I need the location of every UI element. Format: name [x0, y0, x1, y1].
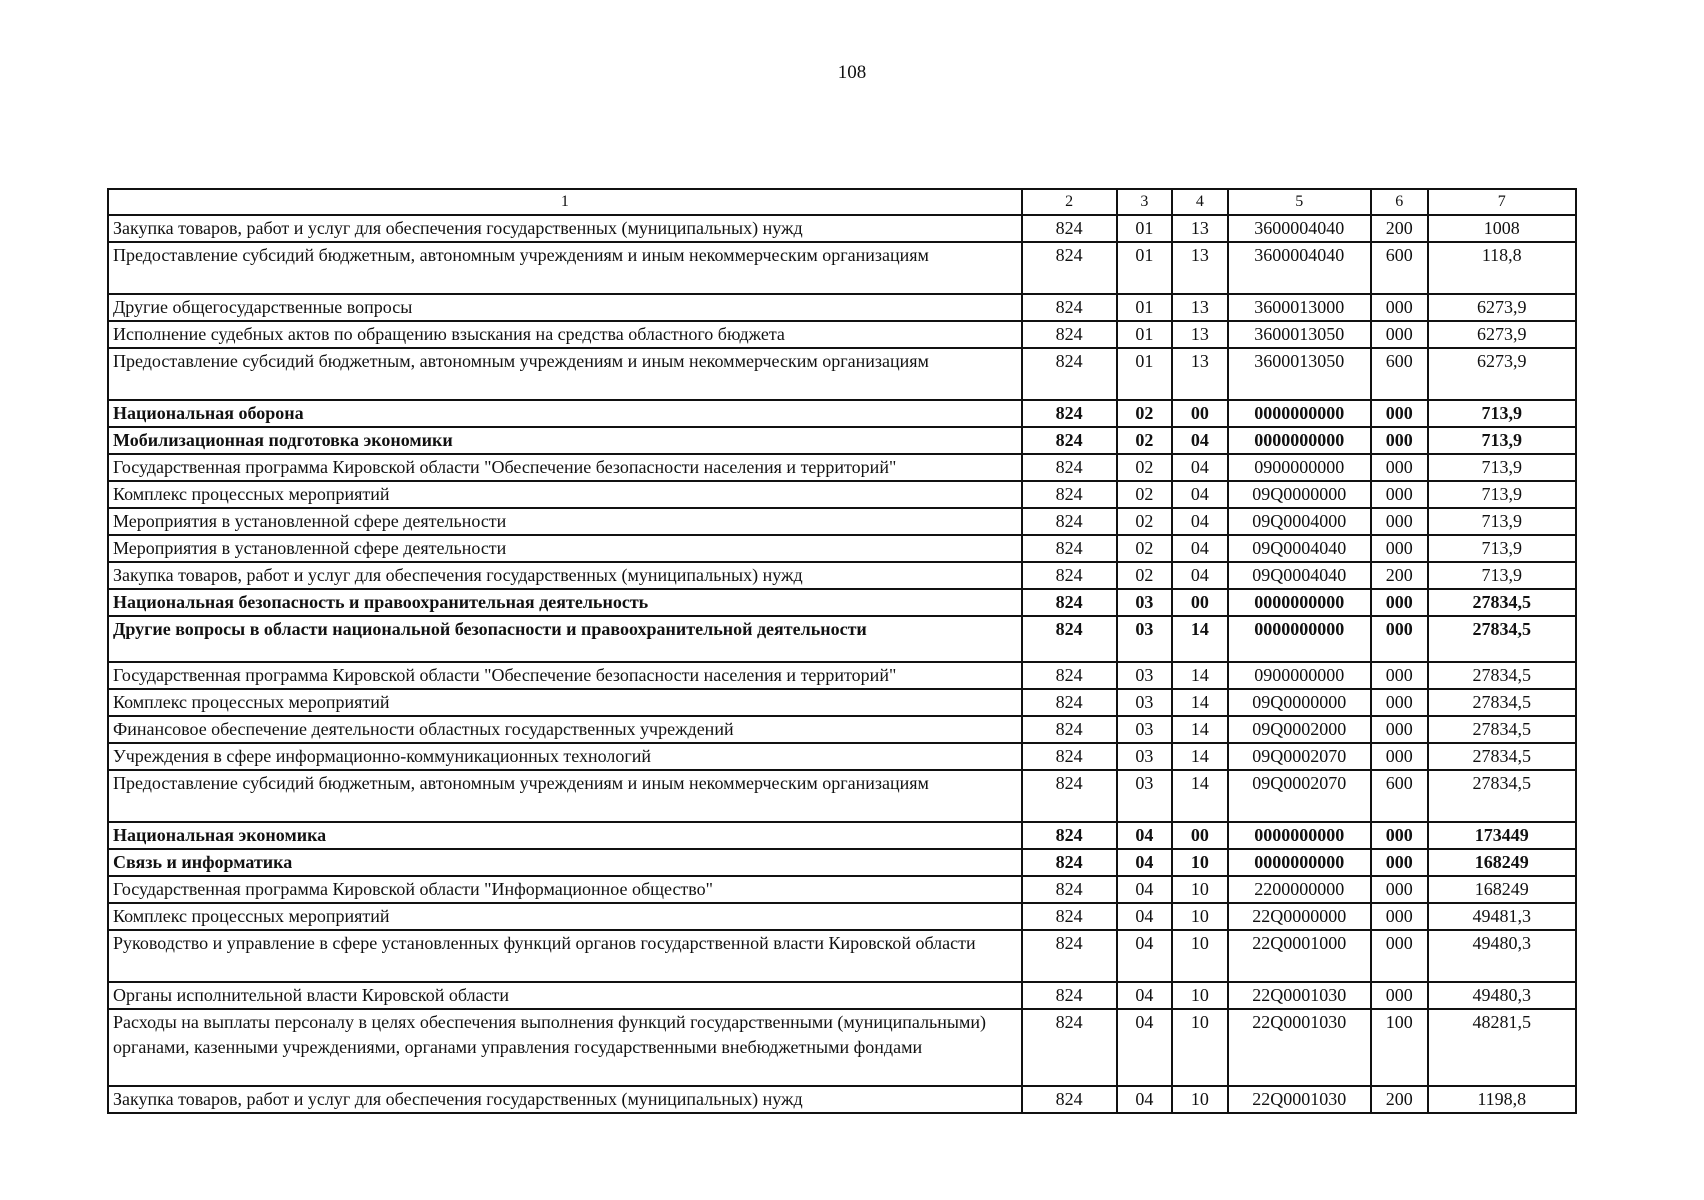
column-header: 2	[1022, 189, 1117, 215]
section-cell: 04	[1117, 903, 1173, 930]
budget-table	[107, 188, 1577, 1114]
expense-type-cell: 600	[1371, 242, 1428, 294]
expense-type-cell: 600	[1371, 348, 1428, 400]
page-number: 108	[837, 62, 867, 83]
expense-type-cell: 000	[1371, 400, 1428, 427]
section-cell: 02	[1117, 481, 1173, 508]
table-row	[108, 348, 1576, 400]
target-article-cell: 3600013000	[1228, 294, 1371, 321]
target-article-cell: 09Q0000000	[1228, 689, 1371, 716]
target-article-cell: 22Q0001000	[1228, 930, 1371, 982]
target-article-cell: 3600004040	[1228, 215, 1371, 242]
table-row	[108, 321, 1576, 348]
row-name-cell: Финансовое обеспечение деятельности областных государственных учреждений	[108, 716, 1022, 743]
amount-cell: 713,9	[1428, 427, 1576, 454]
amount-cell: 1198,8	[1428, 1086, 1576, 1113]
target-article-cell: 09Q0002070	[1228, 743, 1371, 770]
section-cell: 03	[1117, 770, 1173, 822]
row-name-cell: Закупка товаров, работ и услуг для обеспечения государственных (муниципальных) нужд	[108, 562, 1022, 589]
expense-type-cell: 000	[1371, 427, 1428, 454]
subsection-cell: 04	[1172, 508, 1228, 535]
ministry-code-cell: 824	[1022, 982, 1117, 1009]
expense-type-cell: 000	[1371, 508, 1428, 535]
expense-type-cell: 000	[1371, 743, 1428, 770]
subsection-cell: 10	[1172, 849, 1228, 876]
ministry-code-cell: 824	[1022, 427, 1117, 454]
ministry-code-cell: 824	[1022, 562, 1117, 589]
subsection-cell: 04	[1172, 427, 1228, 454]
expense-type-cell: 200	[1371, 215, 1428, 242]
column-header: 7	[1428, 189, 1576, 215]
expense-type-cell: 000	[1371, 321, 1428, 348]
table-row	[108, 876, 1576, 903]
table-row	[108, 427, 1576, 454]
target-article-cell: 0000000000	[1228, 589, 1371, 616]
subsection-cell: 04	[1172, 562, 1228, 589]
row-name-cell: Исполнение судебных актов по обращению взыскания на средства областного бюджета	[108, 321, 1022, 348]
expense-type-cell: 000	[1371, 903, 1428, 930]
amount-cell: 6273,9	[1428, 294, 1576, 321]
section-cell: 01	[1117, 321, 1173, 348]
table-row	[108, 242, 1576, 294]
row-name-cell: Национальная экономика	[108, 822, 1022, 849]
amount-cell: 48281,5	[1428, 1009, 1576, 1086]
row-name-cell: Руководство и управление в сфере установленных функций органов государственной власти Кировской области	[108, 930, 1022, 982]
subsection-cell: 00	[1172, 822, 1228, 849]
subsection-cell: 10	[1172, 1009, 1228, 1086]
expense-type-cell: 200	[1371, 562, 1428, 589]
section-cell: 04	[1117, 982, 1173, 1009]
subsection-cell: 00	[1172, 589, 1228, 616]
table-row	[108, 903, 1576, 930]
table-header-row	[108, 189, 1576, 215]
amount-cell: 6273,9	[1428, 321, 1576, 348]
row-name-cell: Государственная программа Кировской области "Информационное общество"	[108, 876, 1022, 903]
amount-cell: 168249	[1428, 876, 1576, 903]
amount-cell: 49481,3	[1428, 903, 1576, 930]
expense-type-cell: 000	[1371, 294, 1428, 321]
subsection-cell: 13	[1172, 321, 1228, 348]
table-row	[108, 535, 1576, 562]
ministry-code-cell: 824	[1022, 508, 1117, 535]
table-row	[108, 662, 1576, 689]
section-cell: 02	[1117, 400, 1173, 427]
table-row	[108, 982, 1576, 1009]
ministry-code-cell: 824	[1022, 662, 1117, 689]
subsection-cell: 13	[1172, 215, 1228, 242]
subsection-cell: 13	[1172, 242, 1228, 294]
table-row	[108, 770, 1576, 822]
table-row	[108, 294, 1576, 321]
target-article-cell: 0000000000	[1228, 822, 1371, 849]
table-row	[108, 1086, 1576, 1113]
subsection-cell: 10	[1172, 876, 1228, 903]
target-article-cell: 09Q0004040	[1228, 535, 1371, 562]
amount-cell: 168249	[1428, 849, 1576, 876]
column-header: 3	[1117, 189, 1173, 215]
ministry-code-cell: 824	[1022, 454, 1117, 481]
ministry-code-cell: 824	[1022, 481, 1117, 508]
table-row	[108, 1009, 1576, 1086]
amount-cell: 713,9	[1428, 508, 1576, 535]
table-row	[108, 215, 1576, 242]
amount-cell: 27834,5	[1428, 662, 1576, 689]
subsection-cell: 14	[1172, 662, 1228, 689]
target-article-cell: 0900000000	[1228, 454, 1371, 481]
section-cell: 04	[1117, 1009, 1173, 1086]
target-article-cell: 09Q0002070	[1228, 770, 1371, 822]
target-article-cell: 22Q0000000	[1228, 903, 1371, 930]
row-name-cell: Другие общегосударственные вопросы	[108, 294, 1022, 321]
expense-type-cell: 100	[1371, 1009, 1428, 1086]
row-name-cell: Комплекс процессных мероприятий	[108, 481, 1022, 508]
subsection-cell: 14	[1172, 743, 1228, 770]
table-row	[108, 589, 1576, 616]
row-name-cell: Предоставление субсидий бюджетным, автономным учреждениям и иным некоммерческим организациям	[108, 348, 1022, 400]
target-article-cell: 22Q0001030	[1228, 982, 1371, 1009]
amount-cell: 27834,5	[1428, 616, 1576, 662]
column-header: 6	[1371, 189, 1428, 215]
subsection-cell: 14	[1172, 770, 1228, 822]
target-article-cell: 09Q0002000	[1228, 716, 1371, 743]
ministry-code-cell: 824	[1022, 400, 1117, 427]
target-article-cell: 09Q0000000	[1228, 481, 1371, 508]
amount-cell: 1008	[1428, 215, 1576, 242]
row-name-cell: Государственная программа Кировской области "Обеспечение безопасности населения и территорий"	[108, 662, 1022, 689]
amount-cell: 713,9	[1428, 481, 1576, 508]
amount-cell: 6273,9	[1428, 348, 1576, 400]
ministry-code-cell: 824	[1022, 1086, 1117, 1113]
target-article-cell: 09Q0004040	[1228, 562, 1371, 589]
subsection-cell: 00	[1172, 400, 1228, 427]
expense-type-cell: 000	[1371, 982, 1428, 1009]
row-name-cell: Государственная программа Кировской области "Обеспечение безопасности населения и территорий"	[108, 454, 1022, 481]
column-header: 4	[1172, 189, 1228, 215]
subsection-cell: 04	[1172, 535, 1228, 562]
ministry-code-cell: 824	[1022, 716, 1117, 743]
expense-type-cell: 000	[1371, 716, 1428, 743]
target-article-cell: 0000000000	[1228, 427, 1371, 454]
table-row	[108, 930, 1576, 982]
ministry-code-cell: 824	[1022, 535, 1117, 562]
target-article-cell: 09Q0004000	[1228, 508, 1371, 535]
section-cell: 01	[1117, 294, 1173, 321]
target-article-cell: 0000000000	[1228, 400, 1371, 427]
table-row	[108, 716, 1576, 743]
expense-type-cell: 600	[1371, 770, 1428, 822]
row-name-cell: Национальная безопасность и правоохранительная деятельность	[108, 589, 1022, 616]
row-name-cell: Комплекс процессных мероприятий	[108, 903, 1022, 930]
subsection-cell: 14	[1172, 616, 1228, 662]
section-cell: 01	[1117, 215, 1173, 242]
ministry-code-cell: 824	[1022, 294, 1117, 321]
subsection-cell: 14	[1172, 689, 1228, 716]
table-row	[108, 562, 1576, 589]
target-article-cell: 3600013050	[1228, 348, 1371, 400]
table-row	[108, 822, 1576, 849]
row-name-cell: Расходы на выплаты персоналу в целях обеспечения выполнения функций государственными (муниципальными) органами, казенными учреждениями, органами управления государственными внебюджетными фондами	[108, 1009, 1022, 1086]
amount-cell: 713,9	[1428, 454, 1576, 481]
ministry-code-cell: 824	[1022, 930, 1117, 982]
ministry-code-cell: 824	[1022, 903, 1117, 930]
table-row	[108, 689, 1576, 716]
ministry-code-cell: 824	[1022, 321, 1117, 348]
ministry-code-cell: 824	[1022, 242, 1117, 294]
row-name-cell: Предоставление субсидий бюджетным, автономным учреждениям и иным некоммерческим организациям	[108, 770, 1022, 822]
table-row	[108, 849, 1576, 876]
target-article-cell: 0000000000	[1228, 616, 1371, 662]
section-cell: 03	[1117, 662, 1173, 689]
target-article-cell: 3600004040	[1228, 242, 1371, 294]
expense-type-cell: 000	[1371, 616, 1428, 662]
amount-cell: 27834,5	[1428, 689, 1576, 716]
row-name-cell: Комплекс процессных мероприятий	[108, 689, 1022, 716]
expense-type-cell: 000	[1371, 454, 1428, 481]
ministry-code-cell: 824	[1022, 770, 1117, 822]
amount-cell: 27834,5	[1428, 716, 1576, 743]
ministry-code-cell: 824	[1022, 215, 1117, 242]
row-name-cell: Другие вопросы в области национальной безопасности и правоохранительной деятельности	[108, 616, 1022, 662]
amount-cell: 27834,5	[1428, 589, 1576, 616]
table-row	[108, 743, 1576, 770]
row-name-cell: Предоставление субсидий бюджетным, автономным учреждениям и иным некоммерческим организациям	[108, 242, 1022, 294]
expense-type-cell: 200	[1371, 1086, 1428, 1113]
section-cell: 02	[1117, 508, 1173, 535]
section-cell: 04	[1117, 876, 1173, 903]
row-name-cell: Национальная оборона	[108, 400, 1022, 427]
section-cell: 04	[1117, 822, 1173, 849]
section-cell: 04	[1117, 849, 1173, 876]
ministry-code-cell: 824	[1022, 616, 1117, 662]
table-row	[108, 481, 1576, 508]
row-name-cell: Мероприятия в установленной сфере деятельности	[108, 535, 1022, 562]
subsection-cell: 10	[1172, 1086, 1228, 1113]
amount-cell: 713,9	[1428, 562, 1576, 589]
ministry-code-cell: 824	[1022, 348, 1117, 400]
amount-cell: 27834,5	[1428, 770, 1576, 822]
section-cell: 03	[1117, 743, 1173, 770]
amount-cell: 713,9	[1428, 400, 1576, 427]
row-name-cell: Учреждения в сфере информационно-коммуникационных технологий	[108, 743, 1022, 770]
row-name-cell: Мобилизационная подготовка экономики	[108, 427, 1022, 454]
section-cell: 04	[1117, 1086, 1173, 1113]
column-header: 5	[1228, 189, 1371, 215]
row-name-cell: Органы исполнительной власти Кировской области	[108, 982, 1022, 1009]
expense-type-cell: 000	[1371, 930, 1428, 982]
ministry-code-cell: 824	[1022, 876, 1117, 903]
amount-cell: 49480,3	[1428, 982, 1576, 1009]
expense-type-cell: 000	[1371, 822, 1428, 849]
section-cell: 02	[1117, 535, 1173, 562]
expense-type-cell: 000	[1371, 849, 1428, 876]
section-cell: 02	[1117, 562, 1173, 589]
section-cell: 03	[1117, 589, 1173, 616]
subsection-cell: 13	[1172, 348, 1228, 400]
section-cell: 03	[1117, 616, 1173, 662]
row-name-cell: Закупка товаров, работ и услуг для обеспечения государственных (муниципальных) нужд	[108, 215, 1022, 242]
amount-cell: 27834,5	[1428, 743, 1576, 770]
subsection-cell: 10	[1172, 982, 1228, 1009]
row-name-cell: Мероприятия в установленной сфере деятельности	[108, 508, 1022, 535]
amount-cell: 713,9	[1428, 535, 1576, 562]
section-cell: 02	[1117, 454, 1173, 481]
subsection-cell: 04	[1172, 481, 1228, 508]
subsection-cell: 04	[1172, 454, 1228, 481]
table-row	[108, 508, 1576, 535]
subsection-cell: 13	[1172, 294, 1228, 321]
section-cell: 02	[1117, 427, 1173, 454]
ministry-code-cell: 824	[1022, 822, 1117, 849]
ministry-code-cell: 824	[1022, 743, 1117, 770]
ministry-code-cell: 824	[1022, 1009, 1117, 1086]
section-cell: 01	[1117, 242, 1173, 294]
target-article-cell: 3600013050	[1228, 321, 1371, 348]
subsection-cell: 10	[1172, 903, 1228, 930]
subsection-cell: 10	[1172, 930, 1228, 982]
expense-type-cell: 000	[1371, 662, 1428, 689]
table-row	[108, 400, 1576, 427]
ministry-code-cell: 824	[1022, 689, 1117, 716]
ministry-code-cell: 824	[1022, 849, 1117, 876]
row-name-cell: Закупка товаров, работ и услуг для обеспечения государственных (муниципальных) нужд	[108, 1086, 1022, 1113]
target-article-cell: 22Q0001030	[1228, 1009, 1371, 1086]
section-cell: 04	[1117, 930, 1173, 982]
expense-type-cell: 000	[1371, 589, 1428, 616]
expense-type-cell: 000	[1371, 876, 1428, 903]
amount-cell: 118,8	[1428, 242, 1576, 294]
target-article-cell: 0900000000	[1228, 662, 1371, 689]
expense-type-cell: 000	[1371, 689, 1428, 716]
target-article-cell: 0000000000	[1228, 849, 1371, 876]
expense-type-cell: 000	[1371, 535, 1428, 562]
ministry-code-cell: 824	[1022, 589, 1117, 616]
amount-cell: 173449	[1428, 822, 1576, 849]
amount-cell: 49480,3	[1428, 930, 1576, 982]
subsection-cell: 14	[1172, 716, 1228, 743]
row-name-cell: Связь и информатика	[108, 849, 1022, 876]
section-cell: 03	[1117, 689, 1173, 716]
table-row	[108, 454, 1576, 481]
table-row	[108, 616, 1576, 662]
column-header: 1	[108, 189, 1022, 215]
expense-type-cell: 000	[1371, 481, 1428, 508]
section-cell: 03	[1117, 716, 1173, 743]
section-cell: 01	[1117, 348, 1173, 400]
target-article-cell: 22Q0001030	[1228, 1086, 1371, 1113]
target-article-cell: 2200000000	[1228, 876, 1371, 903]
